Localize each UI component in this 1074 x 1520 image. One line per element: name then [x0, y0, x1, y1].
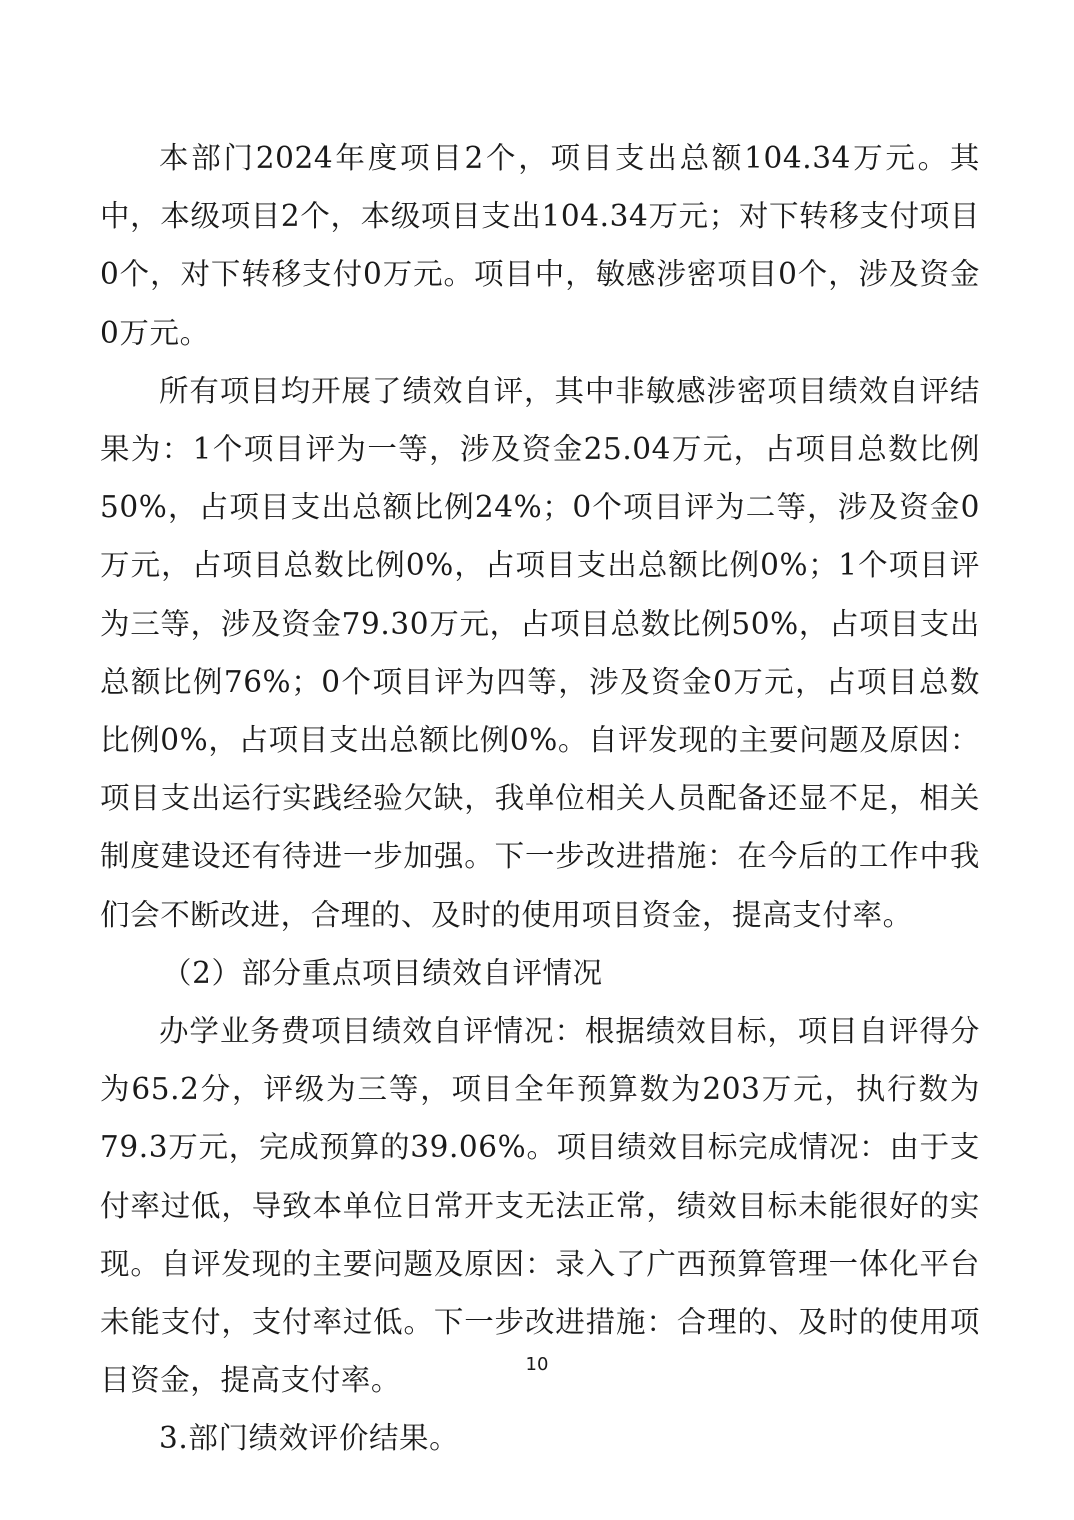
- section-heading-key-projects: （2）部分重点项目绩效自评情况: [162, 955, 603, 990]
- document-body: [100, 129, 980, 1468]
- page-number: 10: [525, 1354, 549, 1375]
- paragraph-project-summary: 本部门2024年度项目2个，项目支出总额104.34万元。其中，本级项目2个，本级项目支出104.34万元；对下转移支付项目0个，对下转移支付0万元。项目中，敏感涉密项目0个，涉及资金0万元。: [100, 141, 980, 350]
- section-heading-department-evaluation: 3.部门绩效评价结果。: [159, 1421, 460, 1456]
- paragraph-self-evaluation-results: 所有项目均开展了绩效自评，其中非敏感涉密项目绩效自评结果为：1个项目评为一等，涉及资金25.04万元，占项目总数比例50%，占项目支出总额比例24%；0个项目评为二等，涉及资金0万元，占项目总数比例0%，占项目支出总额比例0%；1个项目评为三等，涉及资金79.30万元，占项目总数比例50%，占项目支出总额比例76%；0个项目评为四等，涉及资金0万元，占项目总数比例0%，占项目支出总额比例0%。自评发现的主要问题及原因：项目支出运行实践经验欠缺，我单位相关人员配备还显不足，相关制度建设还有待进一步加强。下一步改进措施：在今后的工作中我们会不断改进，合理的、及时的使用项目资金，提高支付率。: [100, 373, 980, 932]
- paragraph-school-operations-project: 办学业务费项目绩效自评情况：根据绩效目标，项目自评得分为65.2分，评级为三等，项目全年预算数为203万元，执行数为79.3万元，完成预算的39.06%。项目绩效目标完成情况：由于支付率过低，导致本单位日常开支无法正常，绩效目标未能很好的实现。自评发现的主要问题及原因：录入了广西预算管理一体化平台未能支付，支付率过低。下一步改进措施：合理的、及时的使用项目资金，提高支付率。: [100, 1014, 980, 1398]
